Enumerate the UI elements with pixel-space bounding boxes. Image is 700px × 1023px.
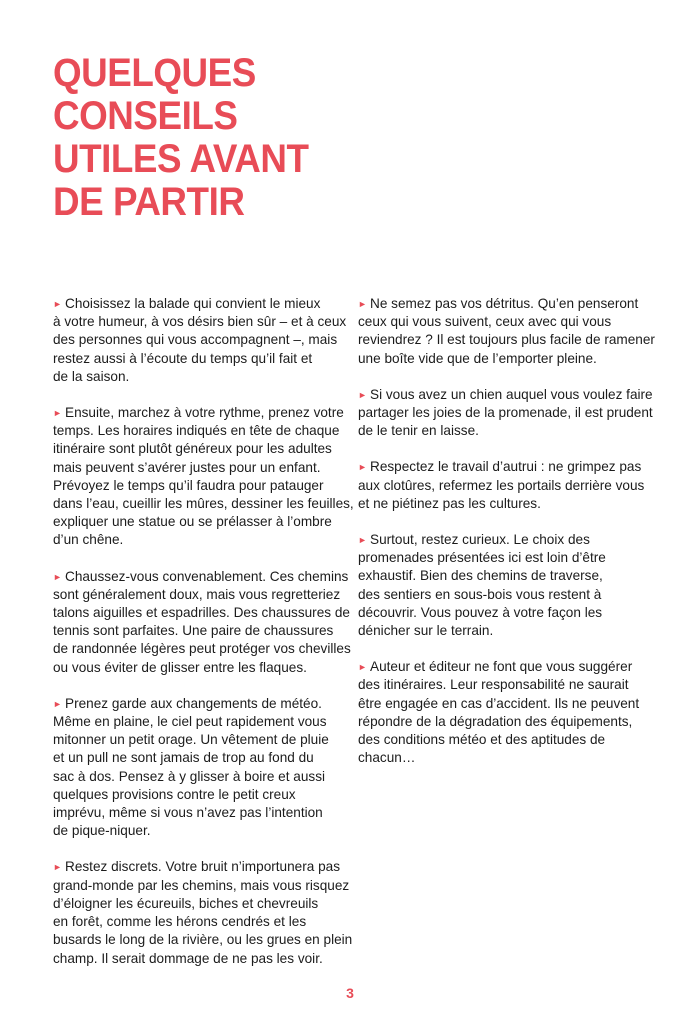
line-text: des sentiers en sous-bois vous restent à [358, 586, 602, 602]
bullet-arrow-icon: ► [358, 535, 367, 546]
paragraph-line [358, 422, 648, 440]
bullet-arrow-icon: ► [53, 698, 62, 709]
advice-paragraph [53, 295, 347, 386]
paragraph-line [358, 331, 655, 349]
paragraph-line [53, 877, 350, 895]
line-text: Choisissez la balade qui convient le mieux [65, 296, 321, 311]
paragraph-line [358, 586, 648, 604]
paragraph-line [53, 350, 339, 368]
paragraph-line [358, 695, 648, 713]
line-text: Respectez le travail d’autrui : ne grimpez pas [370, 459, 642, 475]
line-text: découvrir. Vous pouvez à votre façon les [358, 604, 603, 620]
line-text: imprévu, même si vous n’avez pas l’intention [53, 805, 323, 821]
line-text: répondre de la dégradation des équipements, [358, 713, 633, 729]
line-text: chacun… [358, 750, 416, 766]
paragraph-line [53, 858, 339, 876]
line-text: dans l’eau, cueillir les mûres, dessiner les feuilles, [53, 496, 354, 512]
paragraph-line [358, 386, 653, 404]
paragraph-line [53, 622, 339, 640]
paragraph-line [358, 622, 648, 640]
line-text: sont généralement doux, mais vous regretteriez [53, 586, 341, 602]
paragraph-line [53, 495, 354, 513]
paragraph-line [358, 567, 648, 585]
line-text: ou vous éviter de glisser entre les flaques. [53, 659, 307, 675]
line-text: Auteur et éditeur ne font que vous suggérer [370, 659, 633, 675]
paragraph-line [358, 749, 648, 767]
line-text: champ. Il serait dommage de ne pas les voir. [53, 950, 323, 966]
line-text: Même en plaine, le ciel peut rapidement vous [53, 714, 327, 730]
line-text: Ne semez pas vos détritus. Qu’en penseront [370, 296, 639, 311]
line-text: dénicher sur le terrain. [358, 623, 494, 639]
paragraph-line [358, 313, 648, 331]
line-text: être engagée en cas d’accident. Ils ne peuvent [358, 695, 640, 711]
title-line: QUELQUES [53, 51, 256, 95]
line-text: aux clotûres, refermez les portails derrière vous [358, 477, 645, 493]
advice-paragraph [358, 386, 653, 441]
line-text: Prévoyez le temps qu’il faudra pour patauger [53, 477, 324, 493]
line-text: des itinéraires. Leur responsabilité ne saurait [358, 677, 629, 693]
paragraph-line [53, 713, 339, 731]
line-text: itinéraire sont plutôt généreux pour les adultes [53, 441, 332, 457]
paragraph-line [358, 477, 648, 495]
paragraph-line [53, 568, 349, 586]
line-text: sac à dos. Pensez à y glisser à boire et aussi [53, 768, 326, 784]
paragraph-line [53, 477, 339, 495]
line-text: partager les joies de la promenade, il est prudent [358, 405, 653, 421]
paragraph-line [358, 713, 648, 731]
bullet-arrow-icon: ► [358, 662, 367, 673]
paragraph-line [53, 786, 339, 804]
line-text: de randonnée légères peut protéger vos chevilles [53, 641, 351, 657]
bullet-arrow-icon: ► [53, 862, 62, 873]
advice-paragraph [358, 531, 648, 640]
bullet-arrow-icon: ► [358, 389, 367, 400]
bullet-arrow-icon: ► [358, 299, 367, 309]
paragraph-line [358, 404, 653, 422]
advice-paragraph [53, 568, 351, 677]
right-column [358, 295, 655, 785]
title-line: DE PARTIR [53, 180, 245, 224]
paragraph-line [53, 422, 339, 440]
line-text: de pique-niquer. [53, 823, 151, 839]
paragraph-line [53, 459, 339, 477]
paragraph-line [53, 404, 344, 422]
paragraph-line [53, 368, 339, 386]
paragraph-line [53, 604, 350, 622]
paragraph-line [358, 549, 648, 567]
left-column [53, 295, 354, 986]
paragraph-line [53, 749, 339, 767]
bullet-arrow-icon: ► [358, 462, 367, 473]
line-text: temps. Les horaires indiqués en tête de chaque [53, 423, 340, 439]
paragraph-line [53, 659, 339, 677]
advice-paragraph [53, 695, 339, 841]
line-text: de le tenir en laisse. [358, 423, 479, 439]
line-text: et ne piétinez pas les cultures. [358, 495, 541, 511]
paragraph-line [358, 495, 648, 513]
line-text: Si vous avez un chien auquel vous voulez faire [370, 386, 653, 402]
line-text: ceux qui vous suivent, ceux avec qui vous [358, 314, 612, 330]
bullet-arrow-icon: ► [53, 408, 62, 419]
paragraph-line [53, 950, 339, 968]
advice-paragraph [53, 858, 353, 967]
paragraph-line [53, 895, 339, 913]
paragraph-line [358, 658, 648, 676]
line-text: Chaussez-vous convenablement. Ces chemins [65, 568, 349, 584]
line-text: expliquer une statue ou se prélasser à l’ombre [53, 514, 332, 530]
bullet-arrow-icon: ► [53, 299, 62, 309]
line-text: promenades présentées ici est loin d’être [358, 550, 606, 566]
paragraph-line [53, 822, 339, 840]
paragraph-line [358, 531, 648, 549]
line-text: en forêt, comme les hérons cendrés et les [53, 914, 307, 930]
paragraph-line [53, 440, 339, 458]
paragraph-line [53, 513, 339, 531]
line-text: busards le long de la rivière, ou les grues en plein [53, 932, 353, 948]
line-text: d’éloigner les écureuils, biches et chevreuils [53, 895, 319, 911]
line-text: Surtout, restez curieux. Le choix des [370, 532, 590, 548]
line-text: mitonner un petit orage. Un vêtement de pluie [53, 732, 329, 748]
line-text: d’un chêne. [53, 532, 124, 548]
paragraph-line [53, 331, 339, 349]
advice-paragraph [358, 458, 648, 513]
line-text: Restez discrets. Votre bruit n’importunera pas [65, 859, 341, 875]
line-text: une boîte vide que de l’emporter pleine. [358, 350, 597, 366]
advice-paragraph [358, 295, 655, 368]
line-text: exhaustif. Bien des chemins de traverse, [358, 568, 603, 584]
line-text: à votre humeur, à vos désirs bien sûr – et à ceux [53, 314, 347, 330]
line-text: reviendrez ? Il est toujours plus facile de ramener [358, 332, 655, 348]
line-text: des conditions météo et des aptitudes de [358, 732, 606, 748]
title-line: CONSEILS [53, 94, 238, 138]
line-text: grand-monde par les chemins, mais vous risquez [53, 877, 350, 893]
line-text: et un pull ne sont jamais de trop au fond du [53, 750, 314, 766]
paragraph-line [53, 768, 339, 786]
paragraph-line [53, 295, 339, 313]
paragraph-line [53, 640, 351, 658]
bullet-arrow-icon: ► [53, 571, 62, 582]
line-text: mais peuvent s’avérer justes pour un enfant. [53, 459, 321, 475]
line-text: restez aussi à l’écoute du temps qu’il fait et [53, 350, 313, 366]
paragraph-line [53, 931, 353, 949]
line-text: tennis sont parfaites. Une paire de chaussures [53, 623, 334, 639]
page-title [53, 52, 357, 224]
paragraph-line [358, 458, 648, 476]
advice-paragraph [53, 404, 354, 550]
line-text: talons aiguilles et espadrilles. Des chaussures de [53, 605, 350, 621]
paragraph-line [358, 676, 648, 694]
paragraph-line [53, 804, 339, 822]
line-text: de la saison. [53, 368, 130, 384]
line-text: quelques provisions contre le petit creux [53, 786, 296, 802]
page-number: 3 [346, 985, 354, 1001]
title-line: UTILES AVANT [53, 137, 309, 181]
paragraph-line [53, 731, 339, 749]
line-text: des personnes qui vous accompagnent –, mais [53, 332, 338, 348]
paragraph-line [358, 604, 648, 622]
paragraph-line [358, 350, 648, 368]
line-text: Ensuite, marchez à votre rythme, prenez votre [65, 405, 344, 421]
paragraph-line [53, 695, 339, 713]
paragraph-line [53, 913, 339, 931]
paragraph-line [358, 295, 648, 313]
paragraph-line [53, 313, 347, 331]
line-text: Prenez garde aux changements de météo. [65, 695, 322, 711]
paragraph-line [53, 586, 339, 604]
paragraph-line [358, 731, 648, 749]
paragraph-line [53, 531, 339, 549]
advice-paragraph [358, 658, 648, 767]
